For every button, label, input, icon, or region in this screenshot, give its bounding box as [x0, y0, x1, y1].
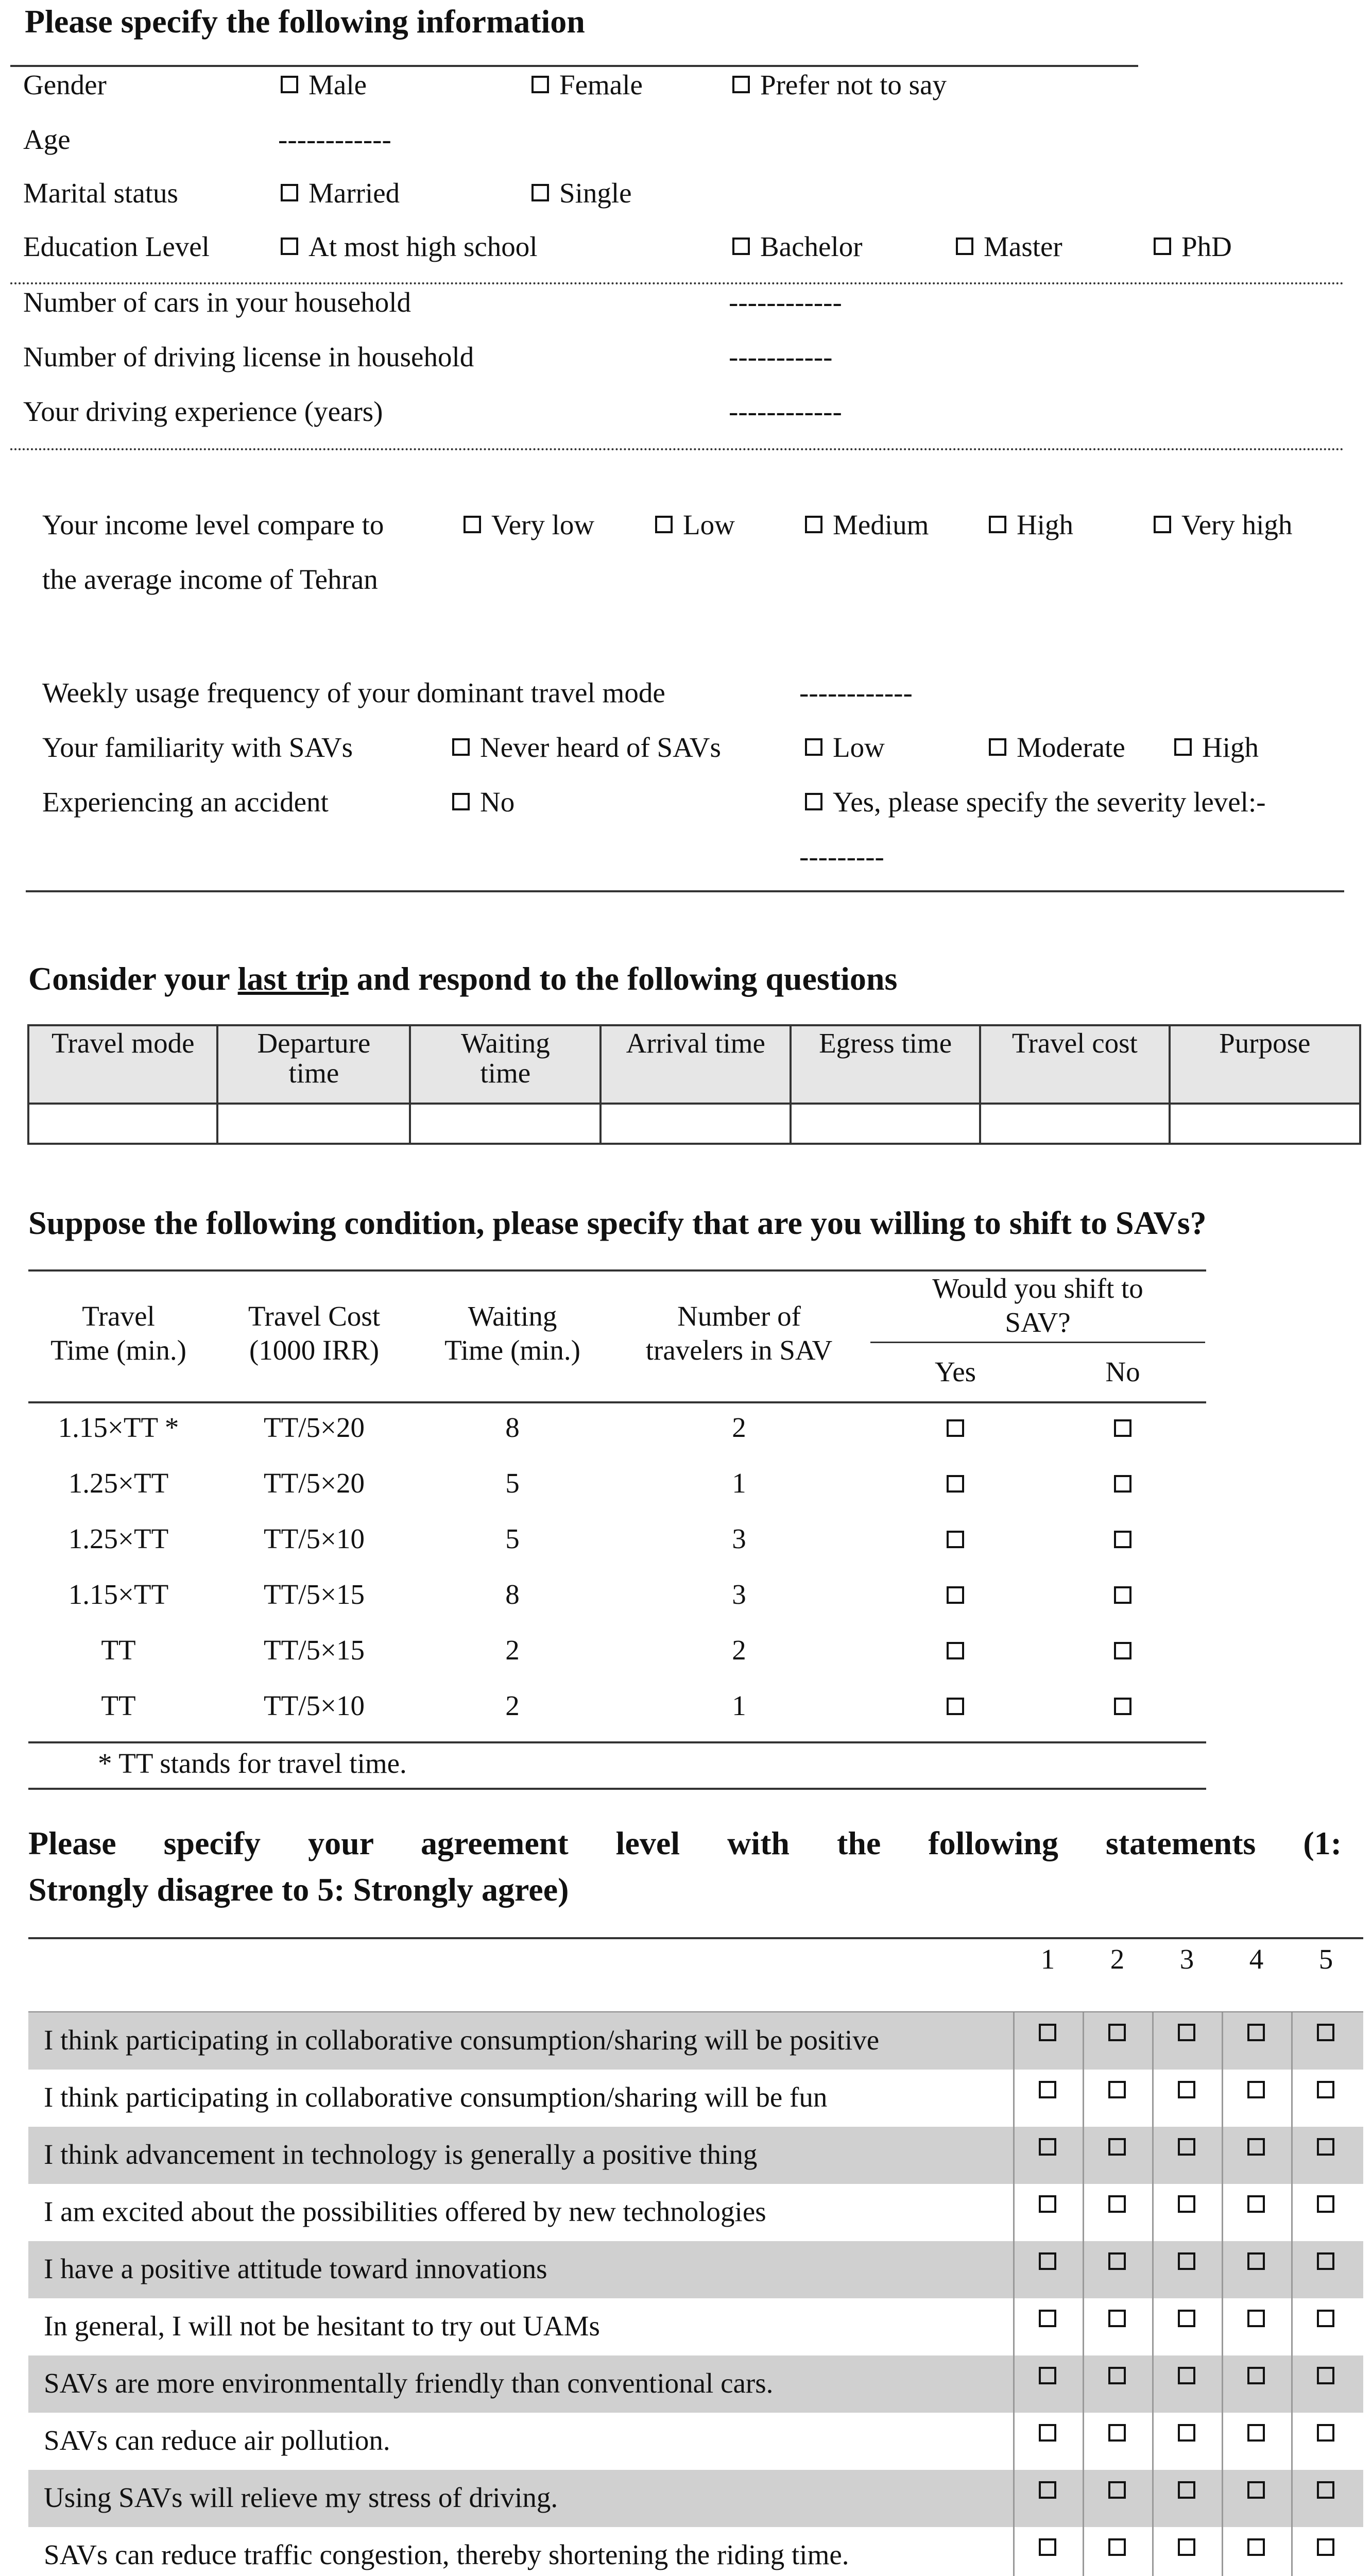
agreement-checkbox-2[interactable]	[1108, 2481, 1126, 2499]
cars-blank[interactable]: ------------	[729, 286, 842, 318]
agreement-checkbox-4[interactable]	[1247, 2024, 1265, 2041]
income-label-line1: Your income level compare to	[42, 509, 384, 540]
statement-text: I am excited about the possibilities offered by new technologies	[44, 2196, 766, 2227]
divider	[28, 1788, 1206, 1790]
agreement-checkbox-3[interactable]	[1178, 2138, 1195, 2156]
familiarity-low-option[interactable]: Low	[805, 731, 885, 765]
agreement-checkbox-5[interactable]	[1317, 2538, 1334, 2556]
scenario-cell-wait: 8	[505, 1579, 520, 1610]
scenario-cell-wait: 2	[505, 1690, 520, 1721]
agreement-row	[28, 2470, 1363, 2527]
table-header-row	[28, 1025, 1360, 1104]
scenario-cell-cost: TT/5×15	[264, 1634, 365, 1666]
marital-label: Marital status	[23, 177, 178, 209]
agreement-checkbox-2[interactable]	[1108, 2538, 1126, 2556]
education-label: Education Level	[23, 231, 210, 262]
weekly-label: Weekly usage frequency of your dominant travel mode	[42, 677, 665, 708]
agreement-checkbox-4[interactable]	[1247, 2367, 1265, 2384]
scale-label: 5	[1318, 1943, 1333, 1975]
accident-severity-blank[interactable]: ---------	[799, 841, 884, 872]
column-header: Departure time	[217, 1025, 410, 1104]
checkbox[interactable]	[531, 76, 549, 93]
gender-female-option[interactable]: Female	[531, 68, 643, 102]
experience-label: Your driving experience (years)	[23, 396, 383, 427]
gender-label: Gender	[23, 69, 107, 100]
column-separator	[1222, 2012, 1223, 2576]
agreement-row	[28, 2012, 1363, 2070]
agreement-checkbox-5[interactable]	[1317, 2252, 1334, 2270]
agreement-checkbox-1[interactable]	[1039, 2024, 1056, 2041]
agreement-checkbox-5[interactable]	[1317, 2481, 1334, 2499]
checkbox[interactable]	[1174, 738, 1192, 756]
table-cell[interactable]	[217, 1104, 410, 1144]
scenario-cell-num: 1	[732, 1467, 746, 1499]
scenario-title: Suppose the following condition, please specify that are you willing to shift to SAVs?	[28, 1205, 1207, 1241]
scenario-cell-tt: TT	[101, 1634, 136, 1666]
income-very-high-option[interactable]: Very high	[1154, 508, 1292, 542]
agreement-checkbox-5[interactable]	[1317, 2424, 1334, 2442]
col-wait-header: Waiting Time (min.)	[444, 1300, 580, 1366]
divider	[870, 1342, 1205, 1343]
agreement-checkbox-3[interactable]	[1178, 2195, 1195, 2213]
scale-label: 4	[1249, 1943, 1264, 1975]
age-label: Age	[23, 124, 71, 155]
agreement-checkbox-5[interactable]	[1317, 2024, 1334, 2041]
statement-text: SAVs are more environmentally friendly than conventional cars.	[44, 2367, 774, 2399]
demographics-title: Please specify the following information	[25, 3, 585, 40]
agreement-checkbox-3[interactable]	[1178, 2481, 1195, 2499]
column-header: Travel mode	[28, 1025, 217, 1104]
checkbox[interactable]	[281, 238, 298, 255]
agreement-checkbox-1[interactable]	[1039, 2424, 1056, 2442]
divider	[28, 1937, 1363, 1939]
scenario-cell-tt: 1.25×TT	[68, 1467, 169, 1499]
agreement-checkbox-4[interactable]	[1247, 2538, 1265, 2556]
scenario-cell-tt: 1.15×TT *	[58, 1412, 179, 1443]
accident-label: Experiencing an accident	[42, 786, 329, 818]
agreement-checkbox-2[interactable]	[1108, 2367, 1126, 2384]
agreement-row	[28, 2527, 1363, 2576]
agreement-checkbox-1[interactable]	[1039, 2481, 1056, 2499]
agreement-checkbox-5[interactable]	[1317, 2367, 1334, 2384]
agreement-row	[28, 2298, 1363, 2355]
agreement-checkbox-5[interactable]	[1317, 2195, 1334, 2213]
scenario-cell-tt: 1.25×TT	[68, 1523, 169, 1554]
marital-single-option[interactable]: Single	[531, 176, 632, 210]
column-header: Purpose	[1170, 1025, 1360, 1104]
scenario-cell-wait: 8	[505, 1412, 520, 1443]
agreement-checkbox-3[interactable]	[1178, 2024, 1195, 2041]
checkbox[interactable]	[732, 238, 750, 255]
agreement-row	[28, 2184, 1363, 2241]
scale-label: 2	[1110, 1943, 1125, 1975]
column-header: Arrival time	[601, 1025, 791, 1104]
scenario-cell-num: 3	[732, 1523, 746, 1554]
agreement-checkbox-3[interactable]	[1178, 2538, 1195, 2556]
income-label-line2: the average income of Tehran	[42, 564, 378, 595]
checkbox[interactable]	[989, 738, 1006, 756]
column-header: Egress time	[791, 1025, 980, 1104]
scenario-yes-checkbox[interactable]	[870, 1411, 1040, 1445]
agreement-checkbox-3[interactable]	[1178, 2252, 1195, 2270]
accident-yes-option[interactable]: Yes, please specify the severity level:-	[805, 785, 1266, 819]
column-separator	[1083, 2012, 1084, 2576]
col-travel-time-header: Travel Time (min.)	[50, 1300, 186, 1366]
column-header: Travel cost	[980, 1025, 1169, 1104]
agreement-checkbox-4[interactable]	[1247, 2195, 1265, 2213]
agreement-title-line2: Strongly disagree to 5: Strongly agree)	[28, 1871, 569, 1908]
agreement-row	[28, 2241, 1363, 2298]
scenario-yes-checkbox[interactable]	[870, 1689, 1040, 1723]
agreement-checkbox-3[interactable]	[1178, 2367, 1195, 2384]
gender-prefer-not-option[interactable]: Prefer not to say	[732, 68, 947, 102]
checkbox[interactable]	[531, 184, 549, 201]
last-trip-title: Consider your last trip and respond to the following questions	[28, 960, 898, 997]
checkbox[interactable]	[655, 516, 673, 533]
checkbox[interactable]	[805, 516, 822, 533]
education-phd-option[interactable]: PhD	[1154, 230, 1232, 264]
gender-male-option[interactable]: Male	[281, 68, 367, 102]
table-cell[interactable]	[1170, 1104, 1360, 1144]
col-no-header: No	[1105, 1356, 1140, 1387]
agreement-checkbox-1[interactable]	[1039, 2081, 1056, 2098]
cars-label: Number of cars in your household	[23, 286, 411, 318]
table-cell[interactable]	[980, 1104, 1169, 1144]
checkbox[interactable]	[732, 76, 750, 93]
col-yes-header: Yes	[934, 1356, 976, 1387]
scenario-cell-tt: 1.15×TT	[68, 1579, 169, 1610]
statement-text: I think advancement in technology is generally a positive thing	[44, 2139, 758, 2170]
agreement-row	[28, 2127, 1363, 2184]
income-high-option[interactable]: High	[989, 508, 1073, 542]
agreement-checkbox-2[interactable]	[1108, 2081, 1126, 2098]
agreement-checkbox-3[interactable]	[1178, 2424, 1195, 2442]
statement-text: I think participating in collaborative consumption/sharing will be positive	[44, 2024, 880, 2056]
table-row	[28, 1104, 1360, 1144]
statement-text: Using SAVs will relieve my stress of driving.	[44, 2482, 558, 2513]
agreement-checkbox-2[interactable]	[1108, 2424, 1126, 2442]
scenario-no-checkbox[interactable]	[1040, 1466, 1205, 1500]
accident-no-option[interactable]: No	[452, 785, 514, 819]
scenario-cell-cost: TT/5×20	[264, 1412, 365, 1443]
statement-text: In general, I will not be hesitant to try out UAMs	[44, 2310, 600, 2342]
agreement-checkbox-1[interactable]	[1039, 2252, 1056, 2270]
agreement-checkbox-3[interactable]	[1178, 2310, 1195, 2327]
column-separator	[1152, 2012, 1154, 2576]
col-cost-header: Travel Cost (1000 IRR)	[248, 1300, 381, 1366]
table-cell[interactable]	[791, 1104, 980, 1144]
dotted-divider	[10, 282, 1344, 284]
scenario-cell-num: 2	[732, 1412, 746, 1443]
agreement-checkbox-1[interactable]	[1039, 2367, 1056, 2384]
table-cell[interactable]	[601, 1104, 791, 1144]
licenses-label: Number of driving license in household	[23, 341, 474, 372]
familiarity-never-option[interactable]: Never heard of SAVs	[452, 731, 721, 765]
statement-text: SAVs can reduce air pollution.	[44, 2425, 390, 2456]
scenario-yes-checkbox[interactable]	[870, 1522, 1040, 1556]
scenario-yes-checkbox[interactable]	[870, 1578, 1040, 1612]
divider	[10, 65, 1138, 67]
checkbox[interactable]	[464, 516, 481, 533]
familiarity-high-option[interactable]: High	[1174, 731, 1259, 765]
scenario-cell-num: 3	[732, 1579, 746, 1610]
agreement-checkbox-3[interactable]	[1178, 2081, 1195, 2098]
scenario-no-checkbox[interactable]	[1040, 1689, 1205, 1723]
scenario-cell-num: 1	[732, 1690, 746, 1721]
agreement-checkbox-4[interactable]	[1247, 2252, 1265, 2270]
checkbox[interactable]	[1154, 516, 1171, 533]
checkbox[interactable]	[1154, 238, 1171, 255]
agreement-checkbox-4[interactable]	[1247, 2481, 1265, 2499]
agreement-row	[28, 2070, 1363, 2127]
agreement-checkbox-4[interactable]	[1247, 2424, 1265, 2442]
weekly-blank[interactable]: ------------	[799, 677, 913, 708]
scenario-no-checkbox[interactable]	[1040, 1522, 1205, 1556]
age-blank[interactable]: ------------	[278, 124, 391, 155]
checkbox[interactable]	[281, 184, 298, 201]
scenario-cell-cost: TT/5×20	[264, 1467, 365, 1499]
agreement-checkbox-1[interactable]	[1039, 2310, 1056, 2327]
statement-text: SAVs can reduce traffic congestion, thereby shortening the riding time.	[44, 2539, 849, 2570]
agreement-title-line1: Please specify your agreement level with the following statements (1:	[28, 1825, 1342, 1861]
agreement-checkbox-2[interactable]	[1108, 2310, 1126, 2327]
column-separator	[1013, 2012, 1015, 2576]
scenario-cell-cost: TT/5×10	[264, 1690, 365, 1721]
scenario-cell-wait: 5	[505, 1523, 520, 1554]
agreement-checkbox-5[interactable]	[1317, 2138, 1334, 2156]
checkbox[interactable]	[805, 793, 822, 810]
scenario-yes-checkbox[interactable]	[870, 1466, 1040, 1500]
checkbox[interactable]	[452, 738, 470, 756]
scenario-cell-num: 2	[732, 1634, 746, 1666]
agreement-checkbox-1[interactable]	[1039, 2138, 1056, 2156]
col-shift-header: Would you shift to SAV?	[932, 1273, 1143, 1338]
agreement-checkbox-2[interactable]	[1108, 2252, 1126, 2270]
agreement-checkbox-5[interactable]	[1317, 2310, 1334, 2327]
checkbox[interactable]	[956, 238, 973, 255]
scale-label: 1	[1040, 1943, 1055, 1975]
income-very-low-option[interactable]: Very low	[464, 508, 594, 542]
dotted-divider	[10, 448, 1344, 450]
agreement-checkbox-4[interactable]	[1247, 2081, 1265, 2098]
scenario-no-checkbox[interactable]	[1040, 1411, 1205, 1445]
agreement-row	[28, 2355, 1363, 2413]
col-num-header: Number of travelers in SAV	[645, 1300, 833, 1366]
scenario-no-checkbox[interactable]	[1040, 1578, 1205, 1612]
agreement-checkbox-2[interactable]	[1108, 2138, 1126, 2156]
scenario-note: * TT stands for travel time.	[98, 1748, 407, 1779]
education-highschool-option[interactable]: At most high school	[281, 230, 538, 264]
checkbox[interactable]	[989, 516, 1006, 533]
experience-blank[interactable]: ------------	[729, 396, 842, 427]
scenario-cell-tt: TT	[101, 1690, 136, 1721]
agreement-checkbox-2[interactable]	[1108, 2024, 1126, 2041]
marital-married-option[interactable]: Married	[281, 176, 400, 210]
statement-text: I have a positive attitude toward innovations	[44, 2253, 547, 2284]
table-cell[interactable]	[28, 1104, 217, 1144]
column-separator	[1291, 2012, 1293, 2576]
familiarity-moderate-option[interactable]: Moderate	[989, 731, 1125, 765]
statement-text: I think participating in collaborative consumption/sharing will be fun	[44, 2081, 828, 2113]
last-trip-table	[27, 1024, 1361, 1145]
income-low-option[interactable]: Low	[655, 508, 735, 542]
education-master-option[interactable]: Master	[956, 230, 1062, 264]
checkbox[interactable]	[452, 793, 470, 810]
divider	[26, 890, 1344, 892]
scenario-cell-wait: 2	[505, 1634, 520, 1666]
divider	[28, 1741, 1206, 1743]
agreement-row	[28, 2413, 1363, 2470]
scenario-cell-cost: TT/5×10	[264, 1523, 365, 1554]
table-cell[interactable]	[410, 1104, 601, 1144]
agreement-checkbox-2[interactable]	[1108, 2195, 1126, 2213]
licenses-blank[interactable]: -----------	[729, 341, 833, 372]
agreement-checkbox-4[interactable]	[1247, 2138, 1265, 2156]
scenario-cell-cost: TT/5×15	[264, 1579, 365, 1610]
scenario-yes-checkbox[interactable]	[870, 1633, 1040, 1667]
scenario-cell-wait: 5	[505, 1467, 520, 1499]
column-header: Waiting time	[410, 1025, 601, 1104]
divider	[28, 1401, 1206, 1403]
scenario-no-checkbox[interactable]	[1040, 1633, 1205, 1667]
checkbox[interactable]	[805, 738, 822, 756]
agreement-checkbox-5[interactable]	[1317, 2081, 1334, 2098]
agreement-checkbox-1[interactable]	[1039, 2195, 1056, 2213]
education-bachelor-option[interactable]: Bachelor	[732, 230, 863, 264]
agreement-checkbox-1[interactable]	[1039, 2538, 1056, 2556]
checkbox[interactable]	[281, 76, 298, 93]
income-medium-option[interactable]: Medium	[805, 508, 929, 542]
agreement-checkbox-4[interactable]	[1247, 2310, 1265, 2327]
familiarity-label: Your familiarity with SAVs	[42, 732, 353, 763]
scale-label: 3	[1179, 1943, 1194, 1975]
